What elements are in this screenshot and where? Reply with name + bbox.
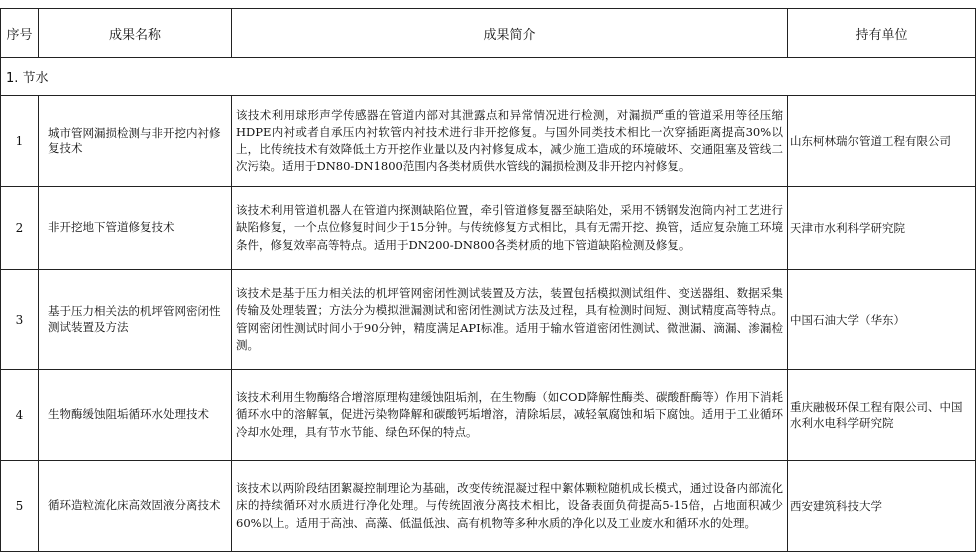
section-title: 1. 节水 xyxy=(1,58,976,96)
header-row xyxy=(1,9,976,58)
owner-unit: 山东柯林瑞尔管道工程有限公司 xyxy=(788,96,976,187)
table-row xyxy=(1,270,976,370)
achievement-summary: 该技术以两阶段结团絮凝控制理论为基础，改变传统混凝过程中絮体颗粒随机成长模式，通过设备内部流化床的持续循环对水质进行净化处理。与传统固液分离技术相比，设备表面负荷提高5-15倍，占地面积减少60%以上。适用于高浊、高藻、低温低浊、高有机物等多种水质的净化以及工业废水和循环水的处理。 xyxy=(232,461,788,552)
table-row xyxy=(1,96,976,187)
row-number: 2 xyxy=(1,187,39,270)
achievement-name: 非开挖地下管道修复技术 xyxy=(39,187,232,270)
achievement-summary: 该技术利用球形声学传感器在管道内部对其泄露点和异常情况进行检测，对漏损严重的管道采用等径压缩HDPE内衬或者自承压内衬软管内衬技术进行非开挖修复。与国外同类技术相比一次穿插距离提高30%以上，比传统技术有效降低土方开挖作业量以及内衬修复成本，减少施工造成的环境破坏、交通阻塞及管线二次污染。适用于DN80-DN1800范围内各类材质供水管线的漏损检测及非开挖内衬修复。 xyxy=(232,96,788,187)
row-number: 4 xyxy=(1,370,39,461)
row-number: 1 xyxy=(1,96,39,187)
achievement-summary: 该技术是基于压力相关法的机坪管网密闭性测试装置及方法，装置包括模拟测试组件、变送器组、数据采集传输及处理装置；方法分为模拟泄漏测试和密闭性测试方法及过程，具有检测时间短、测试精度高等特点。管网密闭性测试时间小于90分钟，精度满足API标准。适用于输水管道密闭性测试、微泄漏、滴漏、渗漏检测。 xyxy=(232,270,788,370)
owner-unit: 天津市水利科学研究院 xyxy=(788,187,976,270)
achievement-name: 循环造粒流化床高效固液分离技术 xyxy=(39,461,232,552)
table-row xyxy=(1,370,976,461)
owner-unit: 西安建筑科技大学 xyxy=(788,461,976,552)
row-number: 5 xyxy=(1,461,39,552)
achievement-summary: 该技术利用生物酶络合增溶原理构建缓蚀阻垢剂，在生物酶（如COD降解性酶类、碳酸酐酶等）作用下消耗循环水中的溶解氧，促进污染物降解和碳酸钙垢增溶，清除垢层，减轻氧腐蚀和垢下腐蚀。适用于工业循环冷却水处理，具有节水节能、绿色环保的特点。 xyxy=(232,370,788,461)
header-name: 成果名称 xyxy=(39,9,232,58)
row-number: 3 xyxy=(1,270,39,370)
achievements-table xyxy=(0,8,976,552)
table-row xyxy=(1,187,976,270)
header-owner: 持有单位 xyxy=(788,9,976,58)
owner-unit: 重庆融极环保工程有限公司、中国水利水电科学研究院 xyxy=(788,370,976,461)
achievement-name: 基于压力相关法的机坪管网密闭性测试装置及方法 xyxy=(39,270,232,370)
achievement-name: 生物酶缓蚀阻垢循环水处理技术 xyxy=(39,370,232,461)
achievement-name: 城市管网漏损检测与非开挖内衬修复技术 xyxy=(39,96,232,187)
achievement-summary: 该技术利用管道机器人在管道内探测缺陷位置，牵引管道修复器至缺陷处，采用不锈钢发泡筒内衬工艺进行缺陷修复，一个点位修复时间少于15分钟。与传统修复方式相比，具有无需开挖、换管，适应复杂施工环境条件，修复效率高等特点。适用于DN200-DN800各类材质的地下管道缺陷检测及修复。 xyxy=(232,187,788,270)
owner-unit: 中国石油大学（华东） xyxy=(788,270,976,370)
section-row xyxy=(1,58,976,96)
header-no: 序号 xyxy=(1,9,39,58)
header-summary: 成果简介 xyxy=(232,9,788,58)
table-row xyxy=(1,461,976,552)
